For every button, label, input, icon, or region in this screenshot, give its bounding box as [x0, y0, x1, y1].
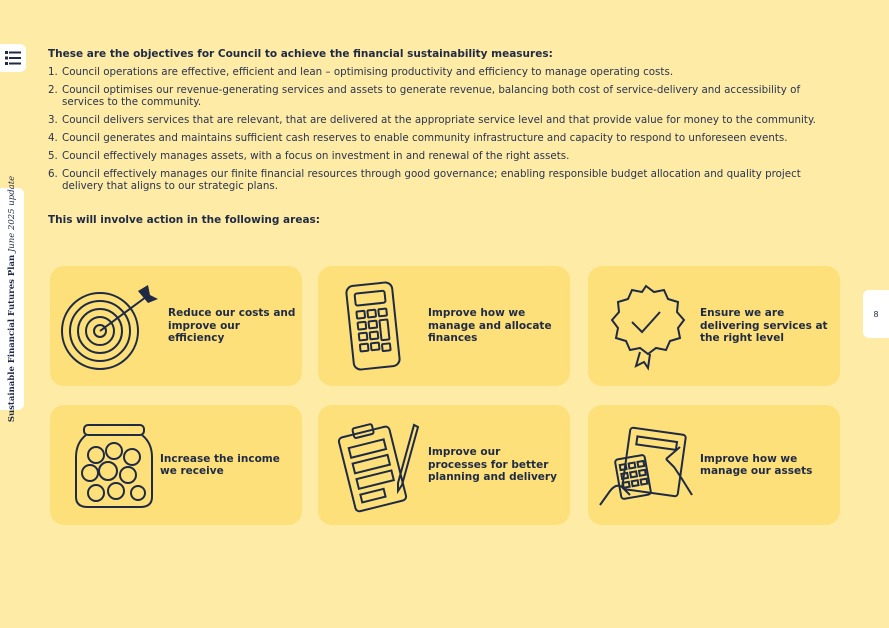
list-item: 3. Council delivers services that are relevant, that are delivered at the appropriate service level and that provide value for money to the community. — [48, 114, 816, 126]
card-label: Increase the income we receive — [160, 452, 280, 477]
main-content — [48, 48, 838, 226]
card-label: Ensure we are delivering services at the right level — [700, 307, 828, 345]
quality-badge-icon — [596, 278, 696, 374]
target-icon — [58, 281, 164, 371]
list-item: 2. Council optimises our revenue-generating services and assets to generate revenue, balancing both cost of service-delivery and accessibility of services to the community. — [48, 84, 801, 108]
card-label: Reduce our costs and improve our efficiency — [168, 307, 296, 345]
card-label: Improve how we manage and allocate finances — [428, 307, 552, 345]
action-card-processes — [318, 405, 570, 525]
page-number: 8 — [863, 290, 889, 338]
menu-button[interactable] — [0, 44, 26, 72]
list-item: 4. Council generates and maintains sufficient cash reserves to enable community infrastructure and capacity to respond to unforeseen events. — [48, 132, 788, 144]
card-label: Improve how we manage our assets — [700, 452, 813, 477]
action-card-finances — [318, 266, 570, 386]
document-title-tab — [0, 175, 24, 423]
objectives-heading: These are the objectives for Council to achieve the financial sustainability measures: — [48, 48, 553, 60]
list-menu-icon — [5, 51, 21, 65]
action-card-costs — [50, 266, 302, 386]
card-label: Improve our processes for better planning and delivery — [428, 446, 557, 484]
clipboard-icon — [326, 417, 424, 513]
list-item: 5. Council effectively manages assets, with a focus on investment in and renewal of the right assets. — [48, 150, 570, 162]
list-item: 6. Council effectively manages our finite financial resources through good governance; enabling responsible budget allocation and quality project delivery that aligns to our strategic plans. — [48, 168, 801, 192]
list-item: 1. Council operations are effective, efficient and lean – optimising productivity and efficiency to manage operating costs. — [48, 66, 674, 78]
document-title: Sustainable Financial Futures Plan June 2025 update — [7, 175, 17, 423]
coin-jar-icon — [58, 417, 156, 513]
objectives-list — [48, 66, 838, 192]
calculator-icon — [326, 278, 424, 374]
action-card-services — [588, 266, 840, 386]
action-card-assets — [588, 405, 840, 525]
actions-heading: This will involve action in the following areas: — [48, 214, 320, 226]
hands-calculator-icon — [596, 417, 696, 513]
action-card-income — [50, 405, 302, 525]
